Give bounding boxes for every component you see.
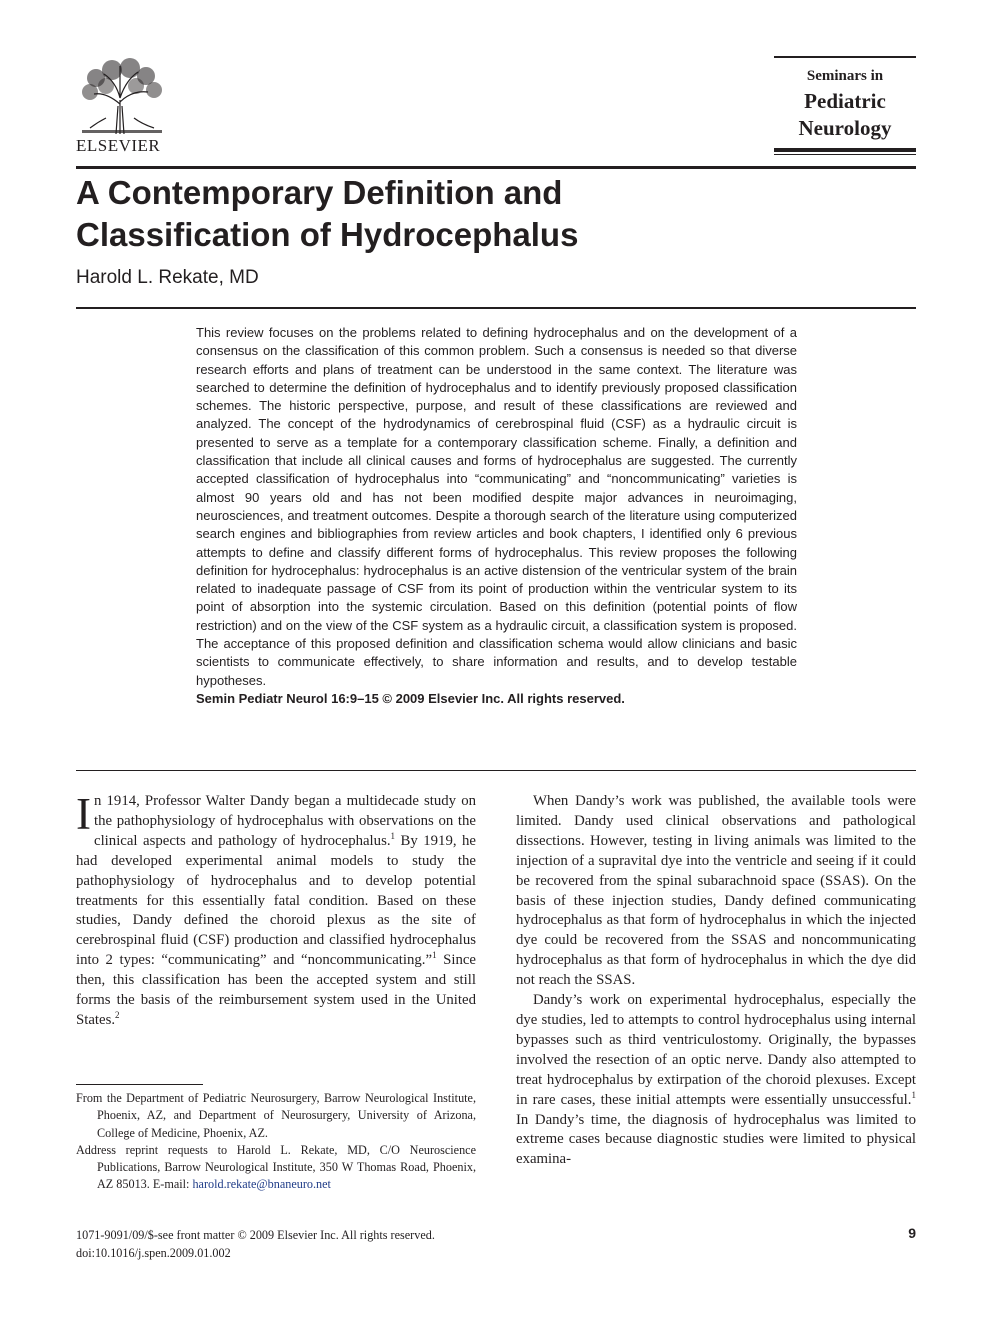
paragraph-text: By 1919, he had developed experimental animal models to study the pathophysiology of hydrocephalus and to develop potential treatments for this essentially fatal condition. Based on these studies, Dandy defined the choroid plexus as the site of cerebrospinal fluid (CSF) production and classified hydrocephalus into 2 types: “communicating” and “noncommunicating.” (76, 832, 476, 969)
abstract-divider-top (76, 307, 916, 309)
paragraph-text: In Dandy’s time, the diagnosis of hydrocephalus was limited to extreme cases because diagnostic studies were limited to physical examina- (516, 1111, 916, 1168)
issn-line: 1071-9091/09/$-see front matter © 2009 Elsevier Inc. All rights reserved. (76, 1228, 435, 1242)
body-paragraph (76, 789, 476, 1031)
email-link[interactable]: harold.rekate@bnaneuro.net (192, 1177, 331, 1192)
footnote-address-text: Address reprint requests to Harold L. Rekate, MD, C/O Neuroscience Publications, Barrow Neurological Institute, 350 W Thomas Road, Phoenix, AZ 85013. E-mail: (76, 1142, 476, 1192)
footnote-divider (76, 1084, 203, 1085)
footnote-affiliation: From the Department of Pediatric Neurosurgery, Barrow Neurological Institute, Phoenix, AZ, and Department of Neurosurgery, University of Arizona, College of Medicine, Phoenix, AZ. (76, 1091, 476, 1140)
page-number: 9 (908, 1225, 916, 1241)
paragraph-text: n 1914, Professor Walter Dandy began a multidecade study on the pathophysiology of hydrocephalus with observations on the clinical aspects and pathology of hydrocephalus. (94, 793, 476, 849)
abstract-divider-bottom (76, 770, 916, 771)
reference-link[interactable]: 1 (911, 1089, 916, 1100)
journal-name-small: Seminars in (806, 68, 884, 84)
journal-name-line2: Neurology (798, 116, 892, 140)
header-divider (76, 166, 916, 169)
abstract-text: This review focuses on the problems related to defining hydrocephalus and on the development of a consensus on the classification of this common problem. Such a consensus is needed so that diverse research efforts and plans of treatment can be understood in the same context. The literature was searched to determine the definition of hydrocephalus and to identify previously proposed classification schemes. The historic perspective, purpose, and result of these classifications are reviewed and analyzed. The concept of the hydrodynamics of cerebrospinal fluid (CSF) as a hydraulic circuit is presented to serve as a template for a contemporary classification scheme. Finally, a definition and classification that include all clinical causes and forms of hydrocephalus are suggested. The currently accepted classification of hydrocephalus into “communicating” and “noncommunicating” varieties is almost 90 years old and has not been modified despite major advances in neuroimaging, neurosciences, and treatment outcomes. Despite a thorough search of the literature using computerized search engines and bibliographies from review articles and book chapters, I identified only 6 previous attempts to define and classify different forms of hydrocephalus. This review proposes the following definition for hydrocephalus: hydrocephalus is an active distension of the ventricular system of the brain related to inadequate passage of CSF from its point of production within the ventricular system to its point of absorption into the systemic circulation. Based on this definition (potential points of flow restriction) and on the view of the CSF system as a hydraulic circuit, a classification system is proposed. The acceptance of this proposed definition and classification schema would allow clinicians and basic scientists to communicate effectively, to share information and results, and to develop testable hypotheses. (196, 325, 797, 688)
abstract-citation: Semin Pediatr Neurol 16:9–15 © 2009 Elsevier Inc. All rights reserved. (196, 690, 625, 706)
article-author: Harold L. Rekate, MD (76, 267, 259, 288)
journal-name-line1: Pediatric (804, 89, 886, 113)
doi-line: doi:10.1016/j.spen.2009.01.002 (76, 1245, 231, 1260)
paragraph-text: Since then, this classification has been the accepted system and still forms the basis of the reimbursement system used in the United States. (76, 952, 476, 1028)
journal-masthead (774, 56, 916, 156)
body-column-left (76, 789, 476, 1031)
reference-link[interactable]: 1 (390, 830, 396, 841)
reference-link[interactable]: 1 (432, 950, 437, 961)
body-paragraph (516, 991, 916, 1170)
body-paragraph: When Dandy’s work was published, the available tools were limited. Dandy used clinical observations and pathological dissections. However, testing in living animals was limited to the injection of a supravital dye into the ventricle and seeing if it could be recovered from the spinal subarachnoid space (SSAS). On the basis of these injection studies, Dandy defined communicating hydrocephalus as that form of hydrocephalus in which the injected dye could be recovered from the SSAS and noncommunicating hydrocephalus as that form of hydrocephalus in which the dye did not reach the SSAS. (516, 793, 916, 989)
footnote-address (76, 1142, 476, 1194)
masthead-rule-bottom-thin (774, 154, 916, 155)
masthead-rule-top (774, 56, 916, 58)
masthead-rule-bottom (774, 148, 916, 152)
abstract (196, 324, 797, 708)
footer-issn (76, 1227, 435, 1262)
drop-cap: I (76, 789, 91, 839)
footnotes (76, 1090, 476, 1194)
paragraph-text: Dandy’s work on experimental hydrocephalus, especially the dye studies, led to attempts to control hydrocephalus using internal bypasses such as third ventriculostomy. Originally, the bypasses involved the resection of an optic nerve. Dandy also attempted to treat hydrocephalus by extirpation of the choroid plexuses. Except in rare cases, these initial attempts were essentially unsuccessful. (516, 992, 916, 1108)
publisher-name: ELSEVIER (76, 136, 161, 155)
article-title: A Contemporary Definition and Classification of Hydrocephalus (76, 174, 579, 253)
reference-link[interactable]: 2 (115, 1009, 120, 1020)
body-column-right (516, 792, 916, 1170)
